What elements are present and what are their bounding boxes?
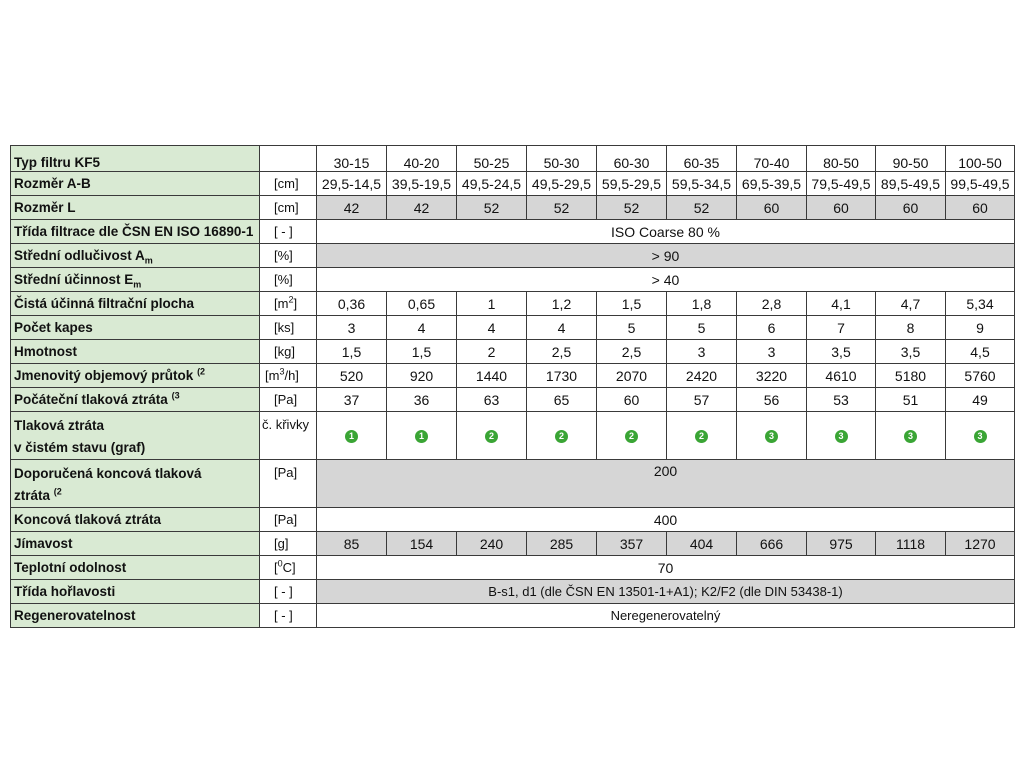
value-cell: 2,8 [737, 292, 807, 316]
value-cell: 4,1 [807, 292, 876, 316]
curve-number-icon: 1 [345, 430, 358, 443]
curve-number-icon: 2 [485, 430, 498, 443]
row-unit: [Pa] [260, 388, 317, 412]
value-cell: 4 [457, 316, 527, 340]
curve-cell [737, 412, 807, 460]
value-cell: 49 [946, 388, 1015, 412]
value-cell: 7 [807, 316, 876, 340]
row-unit: [kg] [260, 340, 317, 364]
row-label: Jmenovitý objemový průtok $^{(2}$ [11, 364, 260, 388]
filter-spec-table [10, 145, 1015, 628]
value-cell: 2,5 [597, 340, 667, 364]
value-cell: 3,5 [876, 340, 946, 364]
type-cell: 80-50 [807, 146, 876, 172]
curve-cell [527, 412, 597, 460]
value-cell: 57 [667, 388, 737, 412]
row-koncova-ztrata [11, 508, 1015, 532]
value-cell: 60 [946, 196, 1015, 220]
value-cell: 60 [876, 196, 946, 220]
row-label: Čistá účinná filtrační plocha [11, 292, 260, 316]
row-unit: $[m^2]$ [260, 292, 317, 316]
curve-number-icon: 2 [555, 430, 568, 443]
value-cell: 1,5 [387, 340, 457, 364]
curve-cell [667, 412, 737, 460]
value-cell: 52 [527, 196, 597, 220]
row-unit: [cm] [260, 196, 317, 220]
value-cell: 89,5-49,5 [876, 172, 946, 196]
header-row [11, 146, 1015, 172]
value-cell: 240 [457, 532, 527, 556]
value-cell: 2 [457, 340, 527, 364]
header-label: Typ filtru KF5 [11, 146, 260, 172]
type-cell: 90-50 [876, 146, 946, 172]
row-label: Doporučená koncová tlaková ztráta $^{(2}$ [11, 460, 260, 508]
row-label: Střední účinnost $E_m$ [11, 268, 260, 292]
row-unit: [Pa] [260, 460, 317, 508]
row-unit: $[m^3/h]$ [260, 364, 317, 388]
row-doporucena-ztrata [11, 460, 1015, 508]
value-cell: 39,5-19,5 [387, 172, 457, 196]
value-cell: 3 [737, 340, 807, 364]
curve-number-icon: 1 [415, 430, 428, 443]
value-cell: 79,5-49,5 [807, 172, 876, 196]
value-cell: 520 [317, 364, 387, 388]
value-cell: 60 [807, 196, 876, 220]
row-label: Teplotní odolnost [11, 556, 260, 580]
row-label: Koncová tlaková ztráta [11, 508, 260, 532]
row-unit: [%] [260, 268, 317, 292]
row-label: Rozměr L [11, 196, 260, 220]
value-cell: 0,65 [387, 292, 457, 316]
row-jimavost [11, 532, 1015, 556]
value-cell: 85 [317, 532, 387, 556]
merged-value-cell: 200 [317, 460, 1015, 508]
row-unit: [$^0$C] [260, 556, 317, 580]
row-label: Hmotnost [11, 340, 260, 364]
row-unit: [ - ] [260, 220, 317, 244]
value-cell: 1,5 [597, 292, 667, 316]
type-cell: 30-15 [317, 146, 387, 172]
value-cell: 1,5 [317, 340, 387, 364]
row-unit: [cm] [260, 172, 317, 196]
value-cell: 3,5 [807, 340, 876, 364]
row-label: Jímavost [11, 532, 260, 556]
curve-number-icon: 3 [974, 430, 987, 443]
value-cell: 1,8 [667, 292, 737, 316]
row-stredni-odlucivost [11, 244, 1015, 268]
value-cell: 1 [457, 292, 527, 316]
value-cell: 5 [667, 316, 737, 340]
value-cell: 52 [457, 196, 527, 220]
type-cell: 70-40 [737, 146, 807, 172]
row-rozmer-l [11, 196, 1015, 220]
row-horlavost [11, 580, 1015, 604]
row-prutok [11, 364, 1015, 388]
curve-number-icon: 3 [835, 430, 848, 443]
merged-value-cell: 70 [317, 556, 1015, 580]
value-cell: 4 [387, 316, 457, 340]
value-cell: 5 [597, 316, 667, 340]
row-stredni-ucinnost [11, 268, 1015, 292]
value-cell: 3220 [737, 364, 807, 388]
value-cell: 6 [737, 316, 807, 340]
value-cell: 0,36 [317, 292, 387, 316]
row-filtracni-plocha [11, 292, 1015, 316]
type-cell: 100-50 [946, 146, 1015, 172]
row-label: Tlaková ztráta v čistém stavu (graf) [11, 412, 260, 460]
value-cell: 37 [317, 388, 387, 412]
value-cell: 42 [317, 196, 387, 220]
curve-cell [946, 412, 1015, 460]
value-cell: 4610 [807, 364, 876, 388]
value-cell: 1,2 [527, 292, 597, 316]
curve-number-icon: 2 [695, 430, 708, 443]
value-cell: 29,5-14,5 [317, 172, 387, 196]
curve-cell [876, 412, 946, 460]
value-cell: 4,7 [876, 292, 946, 316]
row-unit: [%] [260, 244, 317, 268]
row-ztrata-graf [11, 412, 1015, 460]
value-cell: 154 [387, 532, 457, 556]
value-cell: 2070 [597, 364, 667, 388]
value-cell: 404 [667, 532, 737, 556]
merged-value-cell: Neregenerovatelný [317, 604, 1015, 628]
row-unit: [ks] [260, 316, 317, 340]
value-cell: 357 [597, 532, 667, 556]
value-cell: 4,5 [946, 340, 1015, 364]
row-teplotni-odolnost [11, 556, 1015, 580]
row-label: Rozměr A-B [11, 172, 260, 196]
row-unit: [ - ] [260, 580, 317, 604]
value-cell: 3 [317, 316, 387, 340]
row-pocet-kapes [11, 316, 1015, 340]
type-cell: 60-30 [597, 146, 667, 172]
row-label: Střední odlučivost $A_m$ [11, 244, 260, 268]
value-cell: 4 [527, 316, 597, 340]
curve-number-icon: 2 [625, 430, 638, 443]
row-label: Třída filtrace dle ČSN EN ISO 16890-1 [11, 220, 260, 244]
value-cell: 3 [667, 340, 737, 364]
curve-cell [597, 412, 667, 460]
header-unit [260, 146, 317, 172]
value-cell: 920 [387, 364, 457, 388]
row-hmotnost [11, 340, 1015, 364]
value-cell: 59,5-34,5 [667, 172, 737, 196]
merged-value-cell: ISO Coarse 80 % [317, 220, 1015, 244]
merged-value-cell: B-s1, d1 (dle ČSN EN 13501-1+A1); K2/F2 (dle DIN 53438-1) [317, 580, 1015, 604]
value-cell: 1440 [457, 364, 527, 388]
row-label: Počet kapes [11, 316, 260, 340]
curve-number-icon: 3 [765, 430, 778, 443]
curve-cell [387, 412, 457, 460]
value-cell: 36 [387, 388, 457, 412]
type-cell: 40-20 [387, 146, 457, 172]
value-cell: 60 [597, 388, 667, 412]
row-label: Třída hořlavosti [11, 580, 260, 604]
curve-cell [457, 412, 527, 460]
row-unit: [Pa] [260, 508, 317, 532]
value-cell: 975 [807, 532, 876, 556]
value-cell: 5760 [946, 364, 1015, 388]
row-label: Regenerovatelnost [11, 604, 260, 628]
value-cell: 1118 [876, 532, 946, 556]
value-cell: 52 [667, 196, 737, 220]
value-cell: 2420 [667, 364, 737, 388]
type-cell: 50-30 [527, 146, 597, 172]
row-regenerovatelnost [11, 604, 1015, 628]
value-cell: 8 [876, 316, 946, 340]
value-cell: 9 [946, 316, 1015, 340]
value-cell: 60 [737, 196, 807, 220]
curve-cell [807, 412, 876, 460]
row-trida-filtrace [11, 220, 1015, 244]
merged-value-cell: > 90 [317, 244, 1015, 268]
value-cell: 63 [457, 388, 527, 412]
type-cell: 60-35 [667, 146, 737, 172]
merged-value-cell: > 40 [317, 268, 1015, 292]
value-cell: 69,5-39,5 [737, 172, 807, 196]
value-cell: 51 [876, 388, 946, 412]
value-cell: 49,5-29,5 [527, 172, 597, 196]
value-cell: 5,34 [946, 292, 1015, 316]
value-cell: 42 [387, 196, 457, 220]
row-rozmer-ab [11, 172, 1015, 196]
value-cell: 99,5-49,5 [946, 172, 1015, 196]
merged-value-cell: 400 [317, 508, 1015, 532]
value-cell: 56 [737, 388, 807, 412]
value-cell: 52 [597, 196, 667, 220]
row-label: Počáteční tlaková ztráta $^{(3}$ [11, 388, 260, 412]
value-cell: 53 [807, 388, 876, 412]
row-unit: [ - ] [260, 604, 317, 628]
value-cell: 2,5 [527, 340, 597, 364]
value-cell: 49,5-24,5 [457, 172, 527, 196]
curve-cell [317, 412, 387, 460]
row-unit: č. křivky [260, 412, 317, 460]
row-pocatecni-ztrata [11, 388, 1015, 412]
type-cell: 50-25 [457, 146, 527, 172]
value-cell: 666 [737, 532, 807, 556]
row-unit: [g] [260, 532, 317, 556]
value-cell: 1730 [527, 364, 597, 388]
curve-number-icon: 3 [904, 430, 917, 443]
value-cell: 5180 [876, 364, 946, 388]
value-cell: 65 [527, 388, 597, 412]
value-cell: 285 [527, 532, 597, 556]
value-cell: 59,5-29,5 [597, 172, 667, 196]
value-cell: 1270 [946, 532, 1015, 556]
